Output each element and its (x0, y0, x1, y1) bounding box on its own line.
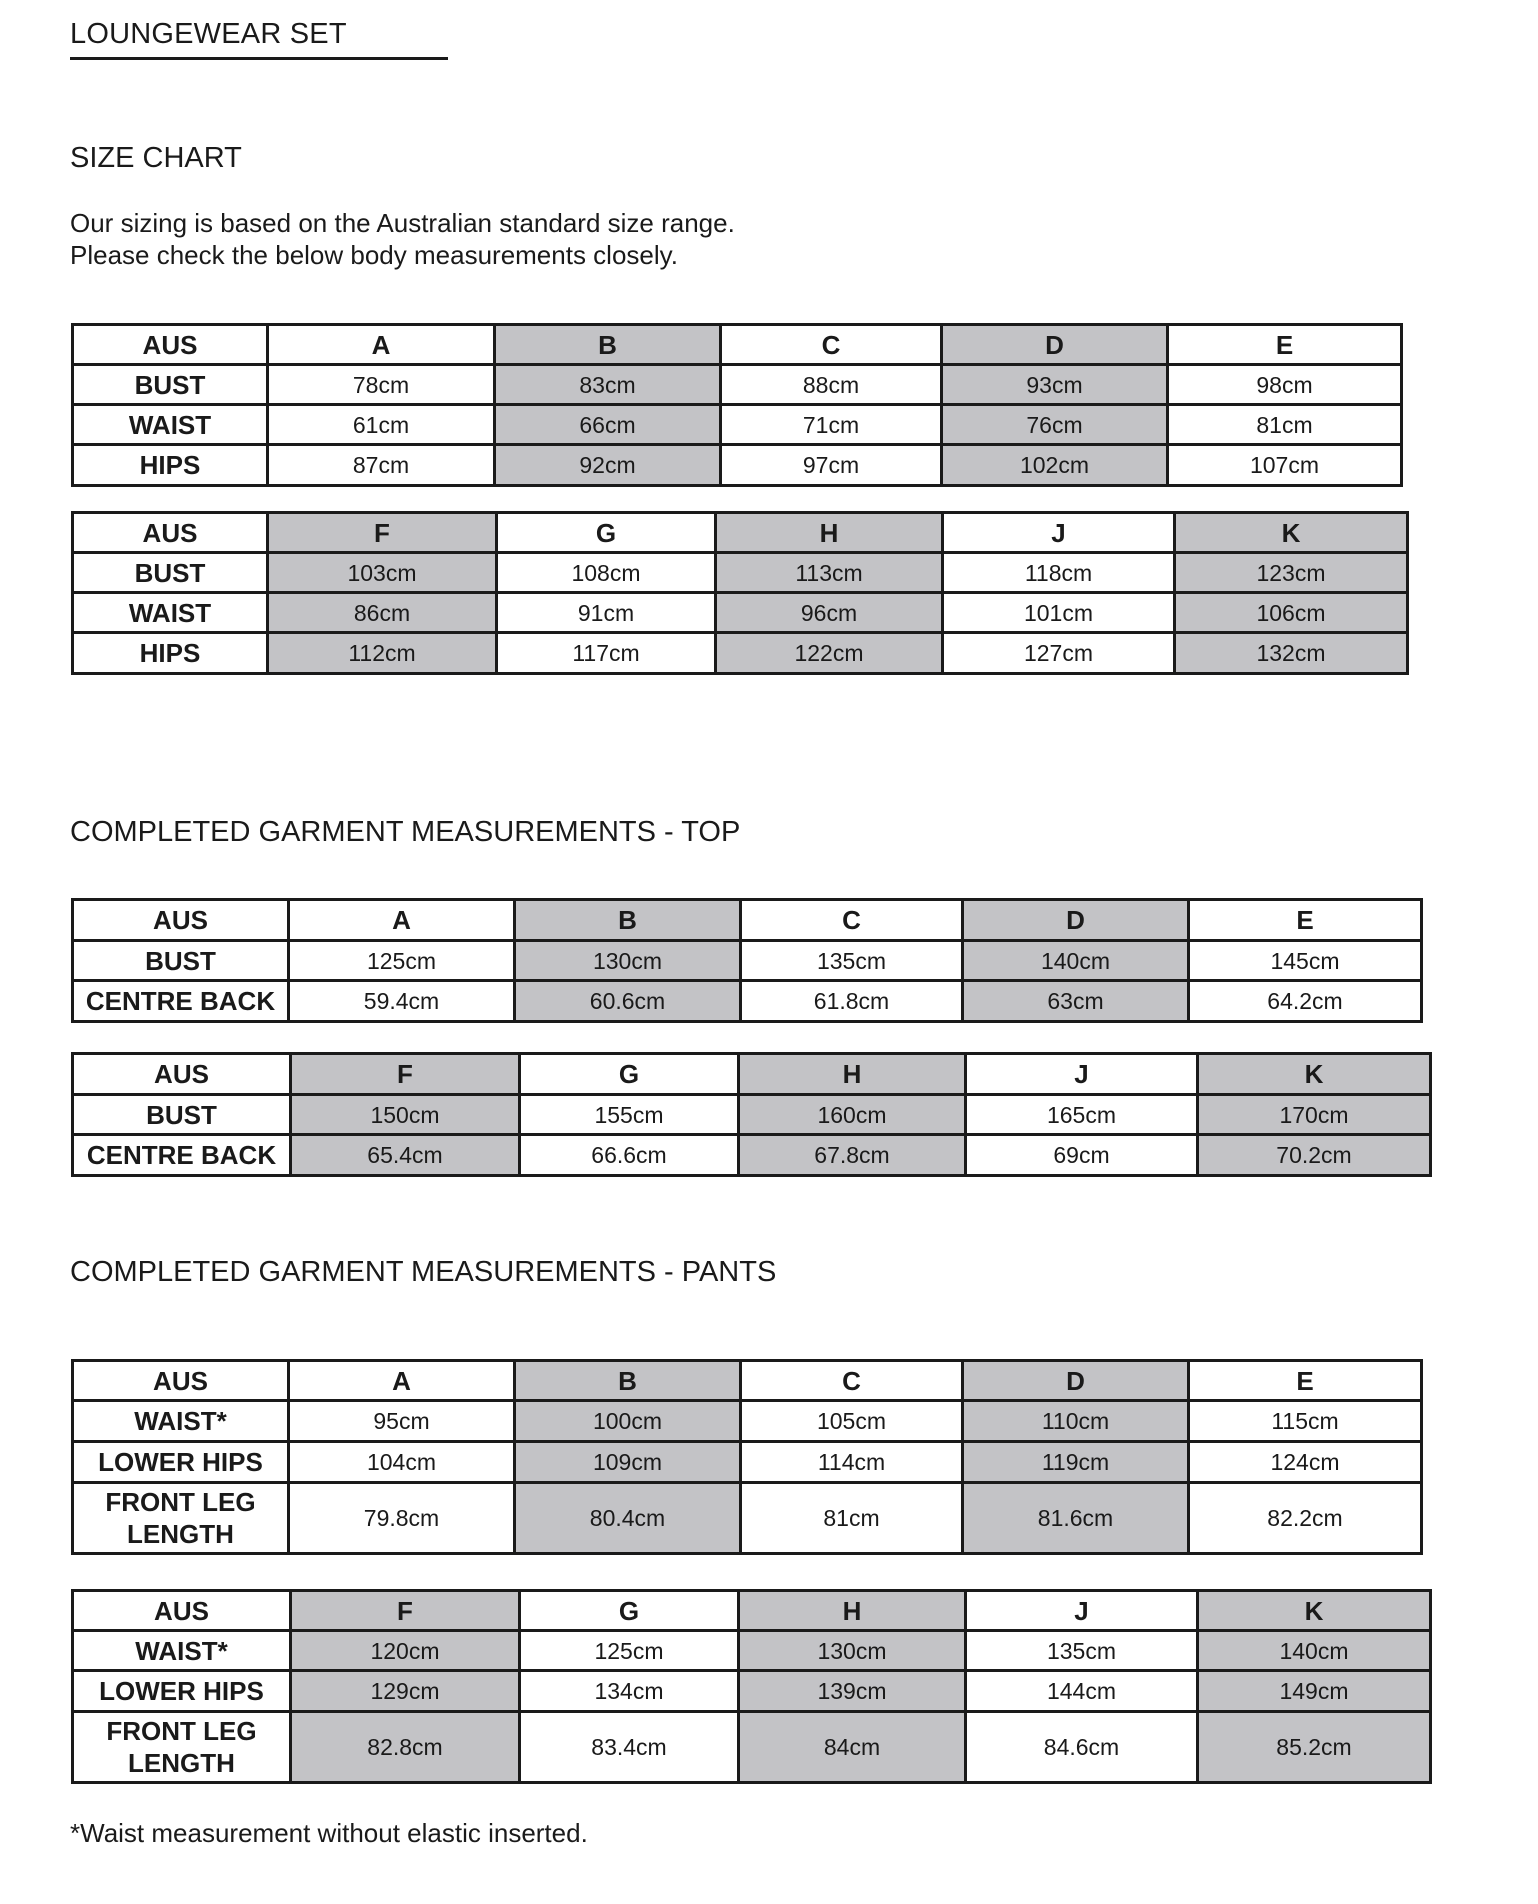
measurement-cell: 140cm (963, 941, 1189, 981)
measurement-cell: 84.6cm (966, 1712, 1198, 1783)
table-row (73, 1442, 1422, 1483)
size-column-header: G (497, 513, 716, 553)
size-column-header: A (289, 900, 515, 941)
table-header-row (73, 1054, 1431, 1095)
row-label-header: AUS (73, 513, 268, 553)
measurement-cell: 170cm (1198, 1095, 1431, 1135)
size-table-pants-2 (71, 1589, 1432, 1784)
measurement-cell: 125cm (520, 1631, 739, 1671)
measurement-cell: 110cm (963, 1401, 1189, 1442)
table-row (73, 981, 1422, 1022)
measurement-cell: 82.2cm (1189, 1483, 1422, 1554)
size-column-header: H (739, 1591, 966, 1631)
table-row (73, 1401, 1422, 1442)
measurement-cell: 78cm (268, 365, 495, 405)
measurement-cell: 96cm (716, 593, 943, 633)
row-label: BUST (73, 941, 289, 981)
measurement-cell: 124cm (1189, 1442, 1422, 1483)
size-column-header: F (268, 513, 497, 553)
table-row (73, 1631, 1431, 1671)
size-table-body-1 (71, 323, 1403, 487)
size-table-top-2 (71, 1052, 1432, 1177)
measurement-cell: 122cm (716, 633, 943, 674)
row-label-header: AUS (73, 325, 268, 365)
measurement-cell: 93cm (942, 365, 1168, 405)
table-row (73, 593, 1408, 633)
measurement-cell: 61cm (268, 405, 495, 445)
measurement-cell: 140cm (1198, 1631, 1431, 1671)
size-column-header: C (721, 325, 942, 365)
measurement-cell: 67.8cm (739, 1135, 966, 1176)
size-column-header: H (716, 513, 943, 553)
intro-line-2: Please check the below body measurements closely. (70, 240, 678, 270)
measurement-cell: 86cm (268, 593, 497, 633)
measurement-cell: 83cm (495, 365, 721, 405)
size-table-top-1 (71, 898, 1423, 1023)
measurement-cell: 80.4cm (515, 1483, 741, 1554)
title-underline (70, 57, 448, 60)
row-label: WAIST (73, 593, 268, 633)
row-label: CENTRE BACK (73, 981, 289, 1022)
size-column-header: K (1198, 1054, 1431, 1095)
document-title: LOUNGEWEAR SET (70, 18, 347, 50)
measurement-cell: 119cm (963, 1442, 1189, 1483)
size-column-header: E (1189, 900, 1422, 941)
measurement-cell: 112cm (268, 633, 497, 674)
table-row (73, 633, 1408, 674)
measurement-cell: 150cm (291, 1095, 520, 1135)
row-label: WAIST* (73, 1401, 289, 1442)
size-column-header: G (520, 1054, 739, 1095)
table-row (73, 445, 1402, 486)
size-column-header: K (1198, 1591, 1431, 1631)
measurement-cell: 125cm (289, 941, 515, 981)
size-column-header: B (515, 1361, 741, 1401)
measurement-cell: 83.4cm (520, 1712, 739, 1783)
size-column-header: A (268, 325, 495, 365)
row-label: WAIST (73, 405, 268, 445)
table-row (73, 1483, 1422, 1554)
row-label: LOWER HIPS (73, 1671, 291, 1712)
measurement-cell: 92cm (495, 445, 721, 486)
measurement-cell: 106cm (1175, 593, 1408, 633)
measurement-cell: 102cm (942, 445, 1168, 486)
row-label-header: AUS (73, 1591, 291, 1631)
measurement-cell: 139cm (739, 1671, 966, 1712)
measurement-cell: 84cm (739, 1712, 966, 1783)
measurement-cell: 98cm (1168, 365, 1402, 405)
table-row (73, 941, 1422, 981)
size-column-header: H (739, 1054, 966, 1095)
size-column-header: J (966, 1591, 1198, 1631)
measurement-cell: 101cm (943, 593, 1175, 633)
measurement-cell: 105cm (741, 1401, 963, 1442)
table-row (73, 1095, 1431, 1135)
row-label: CENTRE BACK (73, 1135, 291, 1176)
row-label-header: AUS (73, 1361, 289, 1401)
size-column-header: D (963, 1361, 1189, 1401)
size-column-header: J (943, 513, 1175, 553)
measurement-cell: 130cm (515, 941, 741, 981)
measurement-cell: 135cm (966, 1631, 1198, 1671)
measurement-cell: 76cm (942, 405, 1168, 445)
table-row (73, 1671, 1431, 1712)
measurement-cell: 127cm (943, 633, 1175, 674)
table-header-row (73, 1361, 1422, 1401)
measurement-cell: 79.8cm (289, 1483, 515, 1554)
measurement-cell: 144cm (966, 1671, 1198, 1712)
measurement-cell: 95cm (289, 1401, 515, 1442)
size-column-header: B (515, 900, 741, 941)
measurement-cell: 88cm (721, 365, 942, 405)
measurement-cell: 145cm (1189, 941, 1422, 981)
row-label-header: AUS (73, 900, 289, 941)
measurement-cell: 66cm (495, 405, 721, 445)
measurement-cell: 64.2cm (1189, 981, 1422, 1022)
row-label-header: AUS (73, 1054, 291, 1095)
measurement-cell: 100cm (515, 1401, 741, 1442)
size-column-header: D (963, 900, 1189, 941)
measurement-cell: 115cm (1189, 1401, 1422, 1442)
measurement-cell: 65.4cm (291, 1135, 520, 1176)
row-label: FRONT LEG LENGTH (73, 1483, 289, 1554)
measurement-cell: 123cm (1175, 553, 1408, 593)
table-row (73, 365, 1402, 405)
table-row (73, 405, 1402, 445)
measurement-cell: 117cm (497, 633, 716, 674)
row-label: HIPS (73, 445, 268, 486)
size-column-header: G (520, 1591, 739, 1631)
size-column-header: E (1168, 325, 1402, 365)
pants-measurements-title: COMPLETED GARMENT MEASUREMENTS - PANTS (70, 1256, 777, 1288)
measurement-cell: 91cm (497, 593, 716, 633)
measurement-cell: 87cm (268, 445, 495, 486)
row-label: BUST (73, 365, 268, 405)
table-row (73, 1712, 1431, 1783)
measurement-cell: 104cm (289, 1442, 515, 1483)
top-measurements-title: COMPLETED GARMENT MEASUREMENTS - TOP (70, 816, 741, 848)
table-header-row (73, 1591, 1431, 1631)
size-column-header: C (741, 900, 963, 941)
measurement-cell: 69cm (966, 1135, 1198, 1176)
measurement-cell: 155cm (520, 1095, 739, 1135)
measurement-cell: 130cm (739, 1631, 966, 1671)
measurement-cell: 71cm (721, 405, 942, 445)
table-header-row (73, 513, 1408, 553)
row-label: FRONT LEG LENGTH (73, 1712, 291, 1783)
size-column-header: J (966, 1054, 1198, 1095)
measurement-cell: 97cm (721, 445, 942, 486)
measurement-cell: 129cm (291, 1671, 520, 1712)
measurement-cell: 60.6cm (515, 981, 741, 1022)
measurement-cell: 81.6cm (963, 1483, 1189, 1554)
size-column-header: A (289, 1361, 515, 1401)
row-label: BUST (73, 553, 268, 593)
measurement-cell: 118cm (943, 553, 1175, 593)
measurement-cell: 103cm (268, 553, 497, 593)
waist-footnote: *Waist measurement without elastic inserted. (70, 1818, 588, 1848)
measurement-cell: 81cm (1168, 405, 1402, 445)
size-column-header: E (1189, 1361, 1422, 1401)
measurement-cell: 59.4cm (289, 981, 515, 1022)
intro-text (70, 207, 735, 271)
size-column-header: B (495, 325, 721, 365)
measurement-cell: 70.2cm (1198, 1135, 1431, 1176)
size-table-body-2 (71, 511, 1409, 675)
measurement-cell: 132cm (1175, 633, 1408, 674)
measurement-cell: 109cm (515, 1442, 741, 1483)
row-label: WAIST* (73, 1631, 291, 1671)
measurement-cell: 134cm (520, 1671, 739, 1712)
table-header-row (73, 325, 1402, 365)
size-column-header: D (942, 325, 1168, 365)
size-table-pants-1 (71, 1359, 1423, 1555)
table-row (73, 553, 1408, 593)
measurement-cell: 113cm (716, 553, 943, 593)
measurement-cell: 165cm (966, 1095, 1198, 1135)
measurement-cell: 81cm (741, 1483, 963, 1554)
size-column-header: F (291, 1591, 520, 1631)
measurement-cell: 66.6cm (520, 1135, 739, 1176)
measurement-cell: 108cm (497, 553, 716, 593)
row-label: HIPS (73, 633, 268, 674)
measurement-cell: 82.8cm (291, 1712, 520, 1783)
size-column-header: C (741, 1361, 963, 1401)
measurement-cell: 107cm (1168, 445, 1402, 486)
table-header-row (73, 900, 1422, 941)
measurement-cell: 61.8cm (741, 981, 963, 1022)
size-column-header: K (1175, 513, 1408, 553)
measurement-cell: 63cm (963, 981, 1189, 1022)
size-chart-title: SIZE CHART (70, 142, 242, 174)
size-column-header: F (291, 1054, 520, 1095)
measurement-cell: 114cm (741, 1442, 963, 1483)
measurement-cell: 120cm (291, 1631, 520, 1671)
intro-line-1: Our sizing is based on the Australian standard size range. (70, 208, 735, 238)
table-row (73, 1135, 1431, 1176)
measurement-cell: 160cm (739, 1095, 966, 1135)
row-label: LOWER HIPS (73, 1442, 289, 1483)
row-label: BUST (73, 1095, 291, 1135)
measurement-cell: 85.2cm (1198, 1712, 1431, 1783)
measurement-cell: 149cm (1198, 1671, 1431, 1712)
measurement-cell: 135cm (741, 941, 963, 981)
